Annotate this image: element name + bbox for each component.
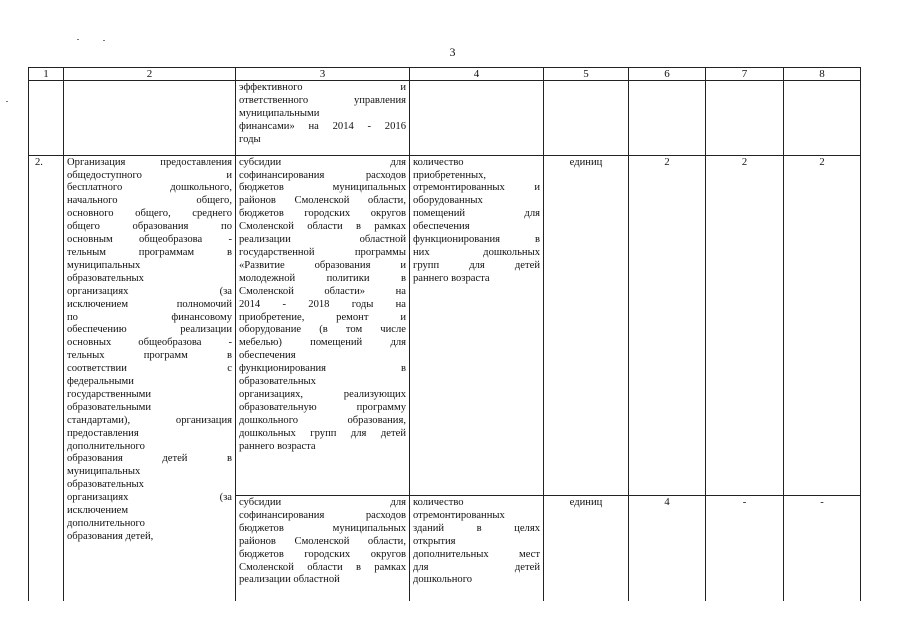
cell-text-line: функционирования в bbox=[413, 234, 540, 246]
cell-text-line: мебелью) помещений для bbox=[239, 337, 406, 349]
cell-text-line: приобретение, ремонт и bbox=[239, 311, 406, 323]
cell-text-line: бюджетов муниципальных bbox=[239, 182, 406, 194]
unit-cell: единиц bbox=[544, 496, 629, 602]
cell-text-line: реализации областной bbox=[239, 234, 406, 246]
source-cell bbox=[236, 496, 410, 602]
cell-text-line: бюджетов городских округов bbox=[239, 548, 406, 560]
cell-text-line: Организация предоставления bbox=[67, 156, 232, 168]
page-number: 3 bbox=[449, 45, 456, 59]
value-cell: 2 bbox=[629, 155, 706, 495]
cell-text-line: тельным программам в bbox=[67, 246, 232, 258]
cell-text-line: обеспечения bbox=[239, 350, 296, 362]
cell-text-line: предоставления bbox=[67, 427, 139, 439]
cell-text-line: отремонтированных и bbox=[413, 182, 540, 194]
column-header: 3 bbox=[236, 68, 410, 81]
cell-text-line: районов Смоленской области, bbox=[239, 535, 406, 547]
cell-text-line: обеспечению реализации bbox=[67, 324, 232, 336]
column-header: 5 bbox=[544, 68, 629, 81]
cell-text-line: «Развитие образования и bbox=[239, 259, 406, 271]
cell-text-line: образовательными bbox=[67, 401, 152, 413]
cell-text-line: 2014 - 2018 годы на bbox=[239, 298, 406, 310]
activity-cell bbox=[64, 81, 236, 155]
indicator-cell bbox=[410, 81, 544, 155]
cell-text-line: субсидии для bbox=[239, 156, 406, 168]
cell-text-line: образовательных bbox=[67, 479, 144, 491]
cell-text-line: дополнительных мест bbox=[413, 548, 540, 560]
scan-speck bbox=[103, 40, 105, 41]
activity-cell bbox=[64, 155, 236, 601]
cell-text-line: софинансирования расходов bbox=[239, 509, 406, 521]
value-cell bbox=[629, 81, 706, 155]
cell-text-line: муниципальных bbox=[67, 259, 141, 271]
cell-text-line: организациях (за bbox=[67, 492, 232, 504]
cell-text-line: муниципальных bbox=[67, 466, 141, 478]
cell-text-line: них дошкольных bbox=[413, 246, 540, 258]
cell-text-line: бюджетов муниципальных bbox=[239, 522, 406, 534]
source-cell bbox=[236, 155, 410, 495]
cell-text-line: исключением полномочий bbox=[67, 298, 232, 310]
value-cell: - bbox=[706, 496, 784, 602]
cell-text-line: дополнительного bbox=[67, 518, 145, 529]
cell-text-line: количество bbox=[413, 497, 464, 508]
cell-text-line: бюджетов городских округов bbox=[239, 208, 406, 220]
indicators-table bbox=[28, 67, 861, 601]
cell-text-line: основных общеобразова - bbox=[67, 337, 232, 349]
cell-text-line: раннего возраста bbox=[413, 272, 490, 284]
cell-text-line: образования детей в bbox=[67, 453, 232, 465]
scan-speck bbox=[77, 39, 79, 40]
cell-text-line: субсидии для bbox=[239, 497, 406, 508]
cell-text-line: отремонтированных bbox=[413, 509, 505, 521]
cell-text-line: стандартами), организация bbox=[67, 414, 232, 426]
cell-text-line: общедоступного и bbox=[67, 169, 232, 181]
value-cell: 2 bbox=[706, 155, 784, 495]
cell-text-line: образовательную программу bbox=[239, 401, 406, 413]
cell-text-line: государственной программы bbox=[239, 246, 406, 258]
cell-text-line: оборудованных bbox=[413, 195, 483, 207]
cell-text-line: софинансирования расходов bbox=[239, 169, 406, 181]
table-row bbox=[29, 81, 861, 155]
cell-text-line: дополнительного bbox=[67, 440, 145, 452]
cell-text-line: соответствии с bbox=[67, 363, 232, 375]
table-row bbox=[29, 155, 861, 495]
cell-text-line: функционирования в bbox=[239, 363, 406, 375]
cell-text-line: открытия bbox=[413, 535, 456, 547]
cell-text-line: помещений для bbox=[413, 208, 540, 220]
indicator-cell bbox=[410, 155, 544, 495]
cell-text-line: образования детей, bbox=[67, 530, 154, 542]
cell-text-line: количество bbox=[413, 156, 464, 168]
row-number-cell bbox=[29, 81, 64, 155]
cell-text-line: раннего возраста bbox=[239, 440, 316, 452]
cell-text-line: эффективного и bbox=[239, 82, 406, 94]
indicator-cell bbox=[410, 496, 544, 602]
cell-text-line: тельных программ в bbox=[67, 350, 232, 362]
cell-text-line: исключением bbox=[67, 505, 129, 517]
unit-cell: единиц bbox=[544, 155, 629, 495]
source-cell bbox=[236, 81, 410, 155]
column-header: 7 bbox=[706, 68, 784, 81]
cell-text-line: государственными bbox=[67, 388, 152, 400]
value-cell bbox=[784, 81, 861, 155]
row-number-cell: 2. bbox=[29, 155, 64, 601]
value-cell: - bbox=[784, 496, 861, 602]
unit-cell bbox=[544, 81, 629, 155]
cell-text-line: Смоленской области в рамках bbox=[239, 221, 406, 233]
cell-text-line: по финансовому bbox=[67, 311, 232, 323]
column-header: 1 bbox=[29, 68, 64, 81]
cell-text-line: дошкольных групп для детей bbox=[239, 427, 406, 439]
cell-text-line: обеспечения bbox=[413, 221, 470, 233]
cell-text-line: оборудование (в том числе bbox=[239, 324, 406, 336]
cell-text-line: бесплатного дошкольного, bbox=[67, 182, 232, 194]
column-header: 2 bbox=[64, 68, 236, 81]
cell-text-line: образовательных bbox=[67, 272, 144, 284]
cell-text-line: основным общеобразова - bbox=[67, 234, 232, 246]
cell-text-line: зданий в целях bbox=[413, 522, 540, 534]
column-header: 4 bbox=[410, 68, 544, 81]
cell-text-line: ответственного управления bbox=[239, 95, 406, 107]
column-header: 6 bbox=[629, 68, 706, 81]
cell-text-line: муниципальными bbox=[239, 108, 320, 120]
cell-text-line: Смоленской области» на bbox=[239, 285, 406, 297]
cell-text-line: для детей bbox=[413, 561, 540, 573]
cell-text-line: организациях (за bbox=[67, 285, 232, 297]
cell-text-line: реализации областной bbox=[239, 574, 340, 586]
cell-text-line: общего образования по bbox=[67, 221, 232, 233]
cell-text-line: начального общего, bbox=[67, 195, 232, 207]
cell-text-line: организациях, реализующих bbox=[239, 388, 406, 400]
cell-text-line: образовательных bbox=[239, 376, 316, 388]
scan-speck bbox=[6, 101, 8, 102]
value-cell bbox=[706, 81, 784, 155]
cell-text-line: молодежной политики в bbox=[239, 272, 406, 284]
cell-text-line: приобретенных, bbox=[413, 169, 487, 181]
cell-text-line: годы bbox=[239, 133, 261, 145]
cell-text-line: районов Смоленской области, bbox=[239, 195, 406, 207]
column-number-row bbox=[29, 68, 861, 81]
value-cell: 2 bbox=[784, 155, 861, 495]
cell-text-line: финансами» на 2014 - 2016 bbox=[239, 120, 406, 132]
cell-text-line: дошкольного bbox=[413, 574, 473, 586]
cell-text-line: Смоленской области в рамках bbox=[239, 561, 406, 573]
cell-text-line: групп для детей bbox=[413, 259, 540, 271]
value-cell: 4 bbox=[629, 496, 706, 602]
cell-text-line: основного общего, среднего bbox=[67, 208, 232, 220]
column-header: 8 bbox=[784, 68, 861, 81]
cell-text-line: дошкольного образования, bbox=[239, 414, 406, 426]
cell-text-line: федеральными bbox=[67, 376, 134, 388]
